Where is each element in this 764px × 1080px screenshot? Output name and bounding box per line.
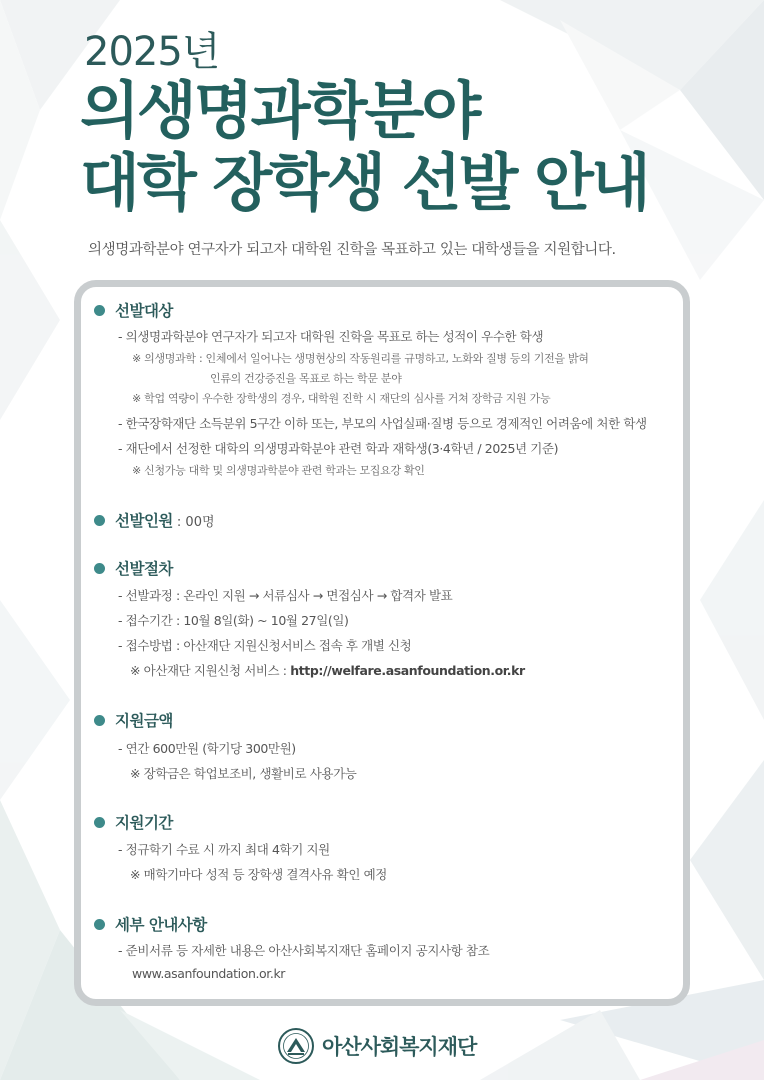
eligibility-note: ※ 신청가능 대학 및 의생명과학분야 관련 학과는 모집요강 확인	[132, 464, 425, 477]
section-details	[94, 912, 207, 936]
asan-foundation-emblem-icon	[278, 1028, 314, 1064]
section-count	[94, 508, 215, 532]
eligibility-note: ※ 의생명과학 : 인체에서 일어나는 생명현상의 작동원리를 규명하고, 노화와 질병 등의 기전을 밝혀	[132, 352, 589, 365]
procedure-item: - 접수방법 : 아산재단 지원신청서비스 접속 후 개별 신청	[118, 638, 412, 653]
eligibility-item: - 재단에서 선정한 대학의 의생명과학분야 관련 학과 재학생(3·4학년 / 2025년 기준)	[118, 441, 559, 456]
bullet-dot-icon	[94, 515, 105, 526]
section-title: 선발절차	[115, 560, 173, 578]
section-title: 선발인원	[115, 512, 173, 530]
title-line-1: 의생명과학분야	[80, 74, 479, 147]
bullet-dot-icon	[94, 563, 105, 574]
eligibility-note: ※ 학업 역량이 우수한 장학생의 경우, 대학원 진학 시 재단의 심사를 거쳐 장학금 지원 가능	[132, 392, 551, 405]
procedure-item: - 접수기간 : 10월 8일(화) ~ 10월 27일(일)	[118, 613, 349, 628]
section-title: 지원금액	[115, 712, 173, 730]
subtitle: 의생명과학분야 연구자가 되고자 대학원 진학을 목표하고 있는 대학생들을 지원합니다.	[88, 242, 616, 258]
service-note	[130, 661, 525, 679]
year-heading: 2025년	[84, 29, 220, 75]
foundation-name: 아산사회복지재단	[322, 1035, 477, 1059]
period-note: ※ 매학기마다 성적 등 장학생 결격사유 확인 예정	[130, 867, 387, 882]
count-value: : 00명	[176, 514, 215, 530]
title-line-2: 대학 장학생 선발 안내	[80, 146, 648, 219]
bullet-dot-icon	[94, 305, 105, 316]
section-eligibility	[94, 298, 173, 322]
details-item: - 준비서류 등 자세한 내용은 아산사회복지재단 홈페이지 공지사항 참조	[118, 943, 490, 958]
eligibility-note-cont: 인류의 건강증진을 목표로 하는 학문 분야	[210, 372, 402, 385]
section-title: 지원기간	[115, 814, 173, 832]
amount-item: - 연간 600만원 (학기당 300만원)	[118, 741, 296, 756]
procedure-item: - 선발과정 : 온라인 지원 → 서류심사 → 면접심사 → 합격자 발표	[118, 588, 453, 603]
section-title: 세부 안내사항	[115, 916, 207, 934]
section-period	[94, 810, 173, 834]
eligibility-item: - 한국장학재단 소득분위 5구간 이하 또는, 부모의 사업실패·질병 등으로 경제적인 어려움에 처한 학생	[118, 416, 647, 431]
service-url-link[interactable]: http://welfare.asanfoundation.or.kr	[290, 663, 525, 678]
service-label: ※ 아산재단 지원신청 서비스 :	[130, 663, 291, 678]
amount-note: ※ 장학금은 학업보조비, 생활비로 사용가능	[130, 766, 357, 781]
bullet-dot-icon	[94, 817, 105, 828]
period-item: - 정규학기 수료 시 까지 최대 4학기 지원	[118, 842, 330, 857]
bullet-dot-icon	[94, 919, 105, 930]
section-title: 선발대상	[115, 302, 173, 320]
eligibility-item: - 의생명과학분야 연구자가 되고자 대학원 진학을 목표로 하는 성적이 우수한 학생	[118, 329, 544, 344]
section-procedure	[94, 556, 173, 580]
section-amount	[94, 708, 173, 732]
foundation-logo	[278, 1028, 476, 1064]
website-link[interactable]: www.asanfoundation.or.kr	[132, 966, 286, 981]
bullet-dot-icon	[94, 715, 105, 726]
